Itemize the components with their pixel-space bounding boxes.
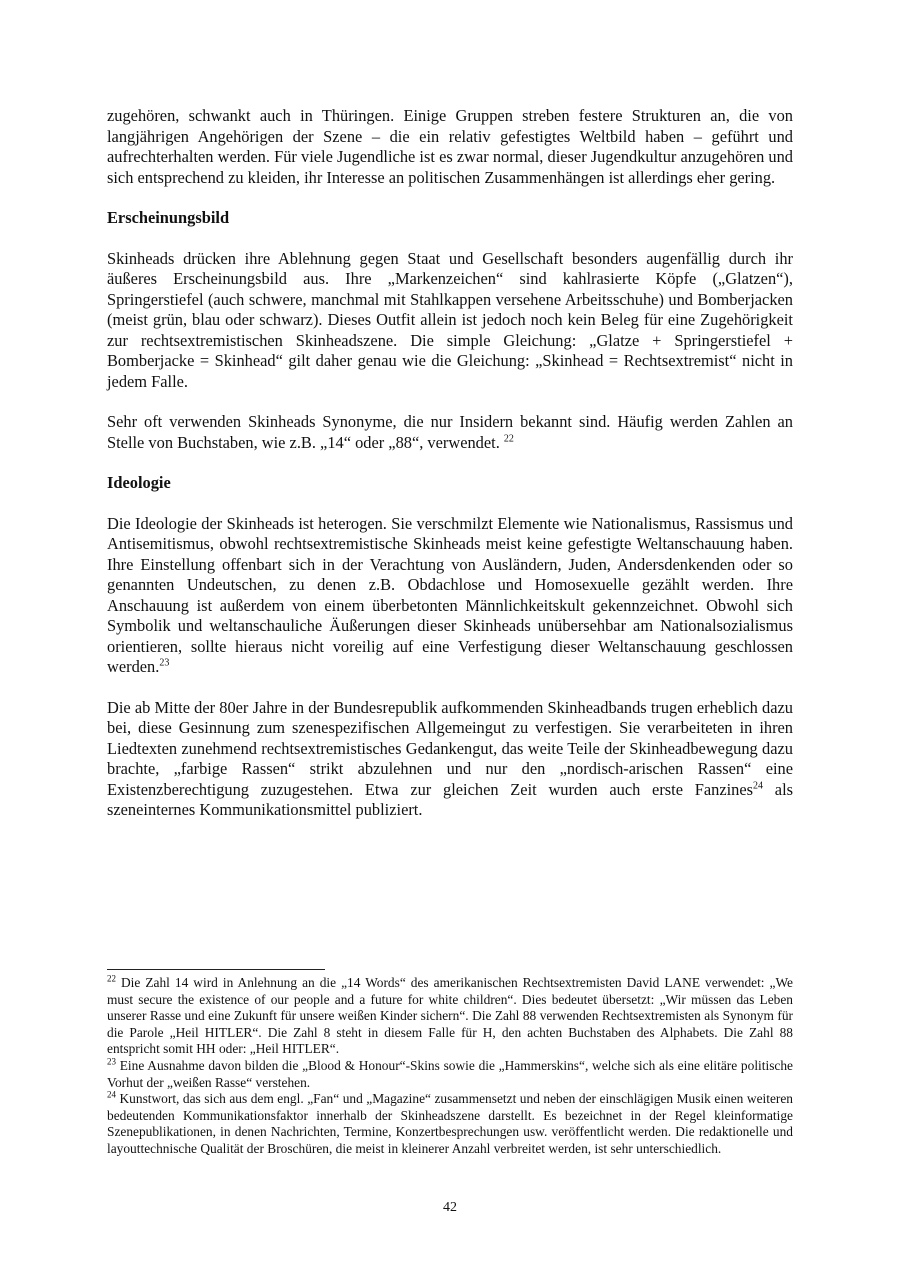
footnote-22: [107, 975, 793, 1058]
heading-erscheinungsbild: Erscheinungsbild: [107, 208, 230, 227]
footnote-text: Die Zahl 14 wird in Anlehnung an die „14 Words“ des amerikanischen Rechtsextremisten David LANE verwendet: „We must secure the existence of our people and a future for white children“. Dies bedeutet übersetzt: „Wir müssen das Leben unserer Rasse und eine Zukunft für unsere weißen Kinder sichern“. Die Zahl 88 verwenden Rechtsextremisten als Synonym für die Parole „Heil HITLER“. Die Zahl 8 steht in diesem Falle für H, den achten Buchstaben des Alphabets. Die Zahl 88 entspricht somit HH oder: „Heil HITLER“.: [107, 975, 793, 1057]
footnote-24: [107, 1091, 793, 1157]
footnotes: [107, 975, 793, 1158]
footnote-number: 22: [107, 973, 116, 984]
footnote-ref-22[interactable]: 22: [503, 433, 514, 445]
paragraph-skinheadbands-text-a: Die ab Mitte der 80er Jahre in der Bundesrepublik aufkommenden Skinheadbands trugen erheblich dazu bei, diese Gesinnung zum szenespezifischen Allgemeingut zu verfestigen. Sie verarbeiteten in ihren Liedtexten zunehmend rechtsextremistisches Gedankengut, das weite Teile der Skinheadbewegung dazu brachte, „farbige Rassen“ strikt abzulehnen und nur den „nordisch-arischen Rassen“ eine Existenzberechtigung zuzugestehen. Etwa zur gleichen Zeit wurden auch erste Fanzines: [107, 697, 793, 799]
footnote-text: Eine Ausnahme davon bilden die „Blood & Honour“-Skins sowie die „Hammerskins“, welche sich als eine elitäre politische Vorhut der „weißen Rasse“ verstehen.: [107, 1057, 793, 1090]
footnote-number: 24: [107, 1089, 116, 1100]
footnote-ref-24[interactable]: 24: [753, 780, 764, 792]
paragraph-skinheadbands-text-b: als szeneinternes Kommunikationsmittel publiziert.: [107, 779, 793, 819]
footnote-ref-23[interactable]: 23: [159, 657, 170, 669]
paragraph-synonyms-text: Sehr oft verwenden Skinheads Synonyme, die nur Insidern bekannt sind. Häufig werden Zahlen an Stelle von Buchstaben, wie z.B. „14“ oder „88“, verwendet.: [107, 412, 793, 452]
heading-ideologie: Ideologie: [107, 473, 171, 492]
paragraph-ideology: [107, 514, 793, 678]
footnote-text: Kunstwort, das sich aus dem engl. „Fan“ und „Magazine“ zusammensetzt und neben der einschlägigen Musik einen weiteren bedeutenden Kommunikationsfaktor innerhalb der Skinheadszene darstellt. Es bezeichnet in der Regel kleinformatige Szenepublikationen, in denen Nachrichten, Termine, Konzertbesprechungen usw. veröffentlicht werden. Die redaktionelle und layouttechnische Qualität der Broschüren, die meist in kleinerer Anzahl verbreitet werden, ist sehr unterschiedlich.: [107, 1091, 793, 1156]
footnote-number: 23: [107, 1056, 116, 1067]
paragraph-skinheadbands: [107, 698, 793, 821]
page-number: 42: [443, 1200, 457, 1215]
paragraph-ideology-text: Die Ideologie der Skinheads ist heterogen. Sie verschmilzt Elemente wie Nationalismus, Rassismus und Antisemitismus, obwohl rechtsextremistische Skinheads meist keine gefestigte Weltanschauung haben. Ihre Einstellung offenbart sich in der Verachtung von Ausländern, Juden, Andersdenkenden oder so genannten Undeutschen, zu denen z.B. Obdachlose und Homosexuelle gezählt werden. Ihre Anschauung ist außerdem von einem überbetonten Männlichkeitskult gekennzeichnet. Obwohl sich Symbolik und weltanschauliche Äußerungen dieser Skinheads unübersehbar am Nationalsozialismus orientieren, sollte hieraus nicht voreilig auf eine Verfestigung dieser Weltanschauung geschlossen werden.: [107, 513, 793, 676]
footnote-23: [107, 1058, 793, 1091]
paragraph-synonyms: [107, 412, 793, 453]
paragraph-appearance: Skinheads drücken ihre Ablehnung gegen Staat und Gesellschaft besonders augenfällig durch ihr äußeres Erscheinungsbild aus. Ihre „Markenzeichen“ sind kahlrasierte Köpfe („Glatzen“), Springerstiefel (auch schwere, manchmal mit Stahlkappen versehene Arbeitsschuhe) und Bomberjacken (meist grün, blau oder schwarz). Dieses Outfit allein ist jedoch noch kein Beleg für eine Zugehörigkeit zur rechtsextremistischen Skinheadszene. Die simple Gleichung: „Glatze + Springerstiefel + Bomberjacke = Skinhead“ gilt daher genau wie die Gleichung: „Skinhead = Rechtsextremist“ nicht in jedem Falle.: [107, 248, 793, 391]
main-text: [107, 106, 793, 841]
paragraph-intro: zugehören, schwankt auch in Thüringen. Einige Gruppen streben festere Strukturen an, die von langjährigen Angehörigen der Szene – die ein relativ gefestigtes Weltbild haben – geführt und aufrechterhalten werden. Für viele Jugendliche ist es zwar normal, dieser Jugendkultur anzugehören und sich entsprechend zu kleiden, ihr Interesse an politischen Zusammenhängen ist allerdings eher gering.: [107, 106, 793, 187]
footnote-separator: [107, 969, 325, 970]
